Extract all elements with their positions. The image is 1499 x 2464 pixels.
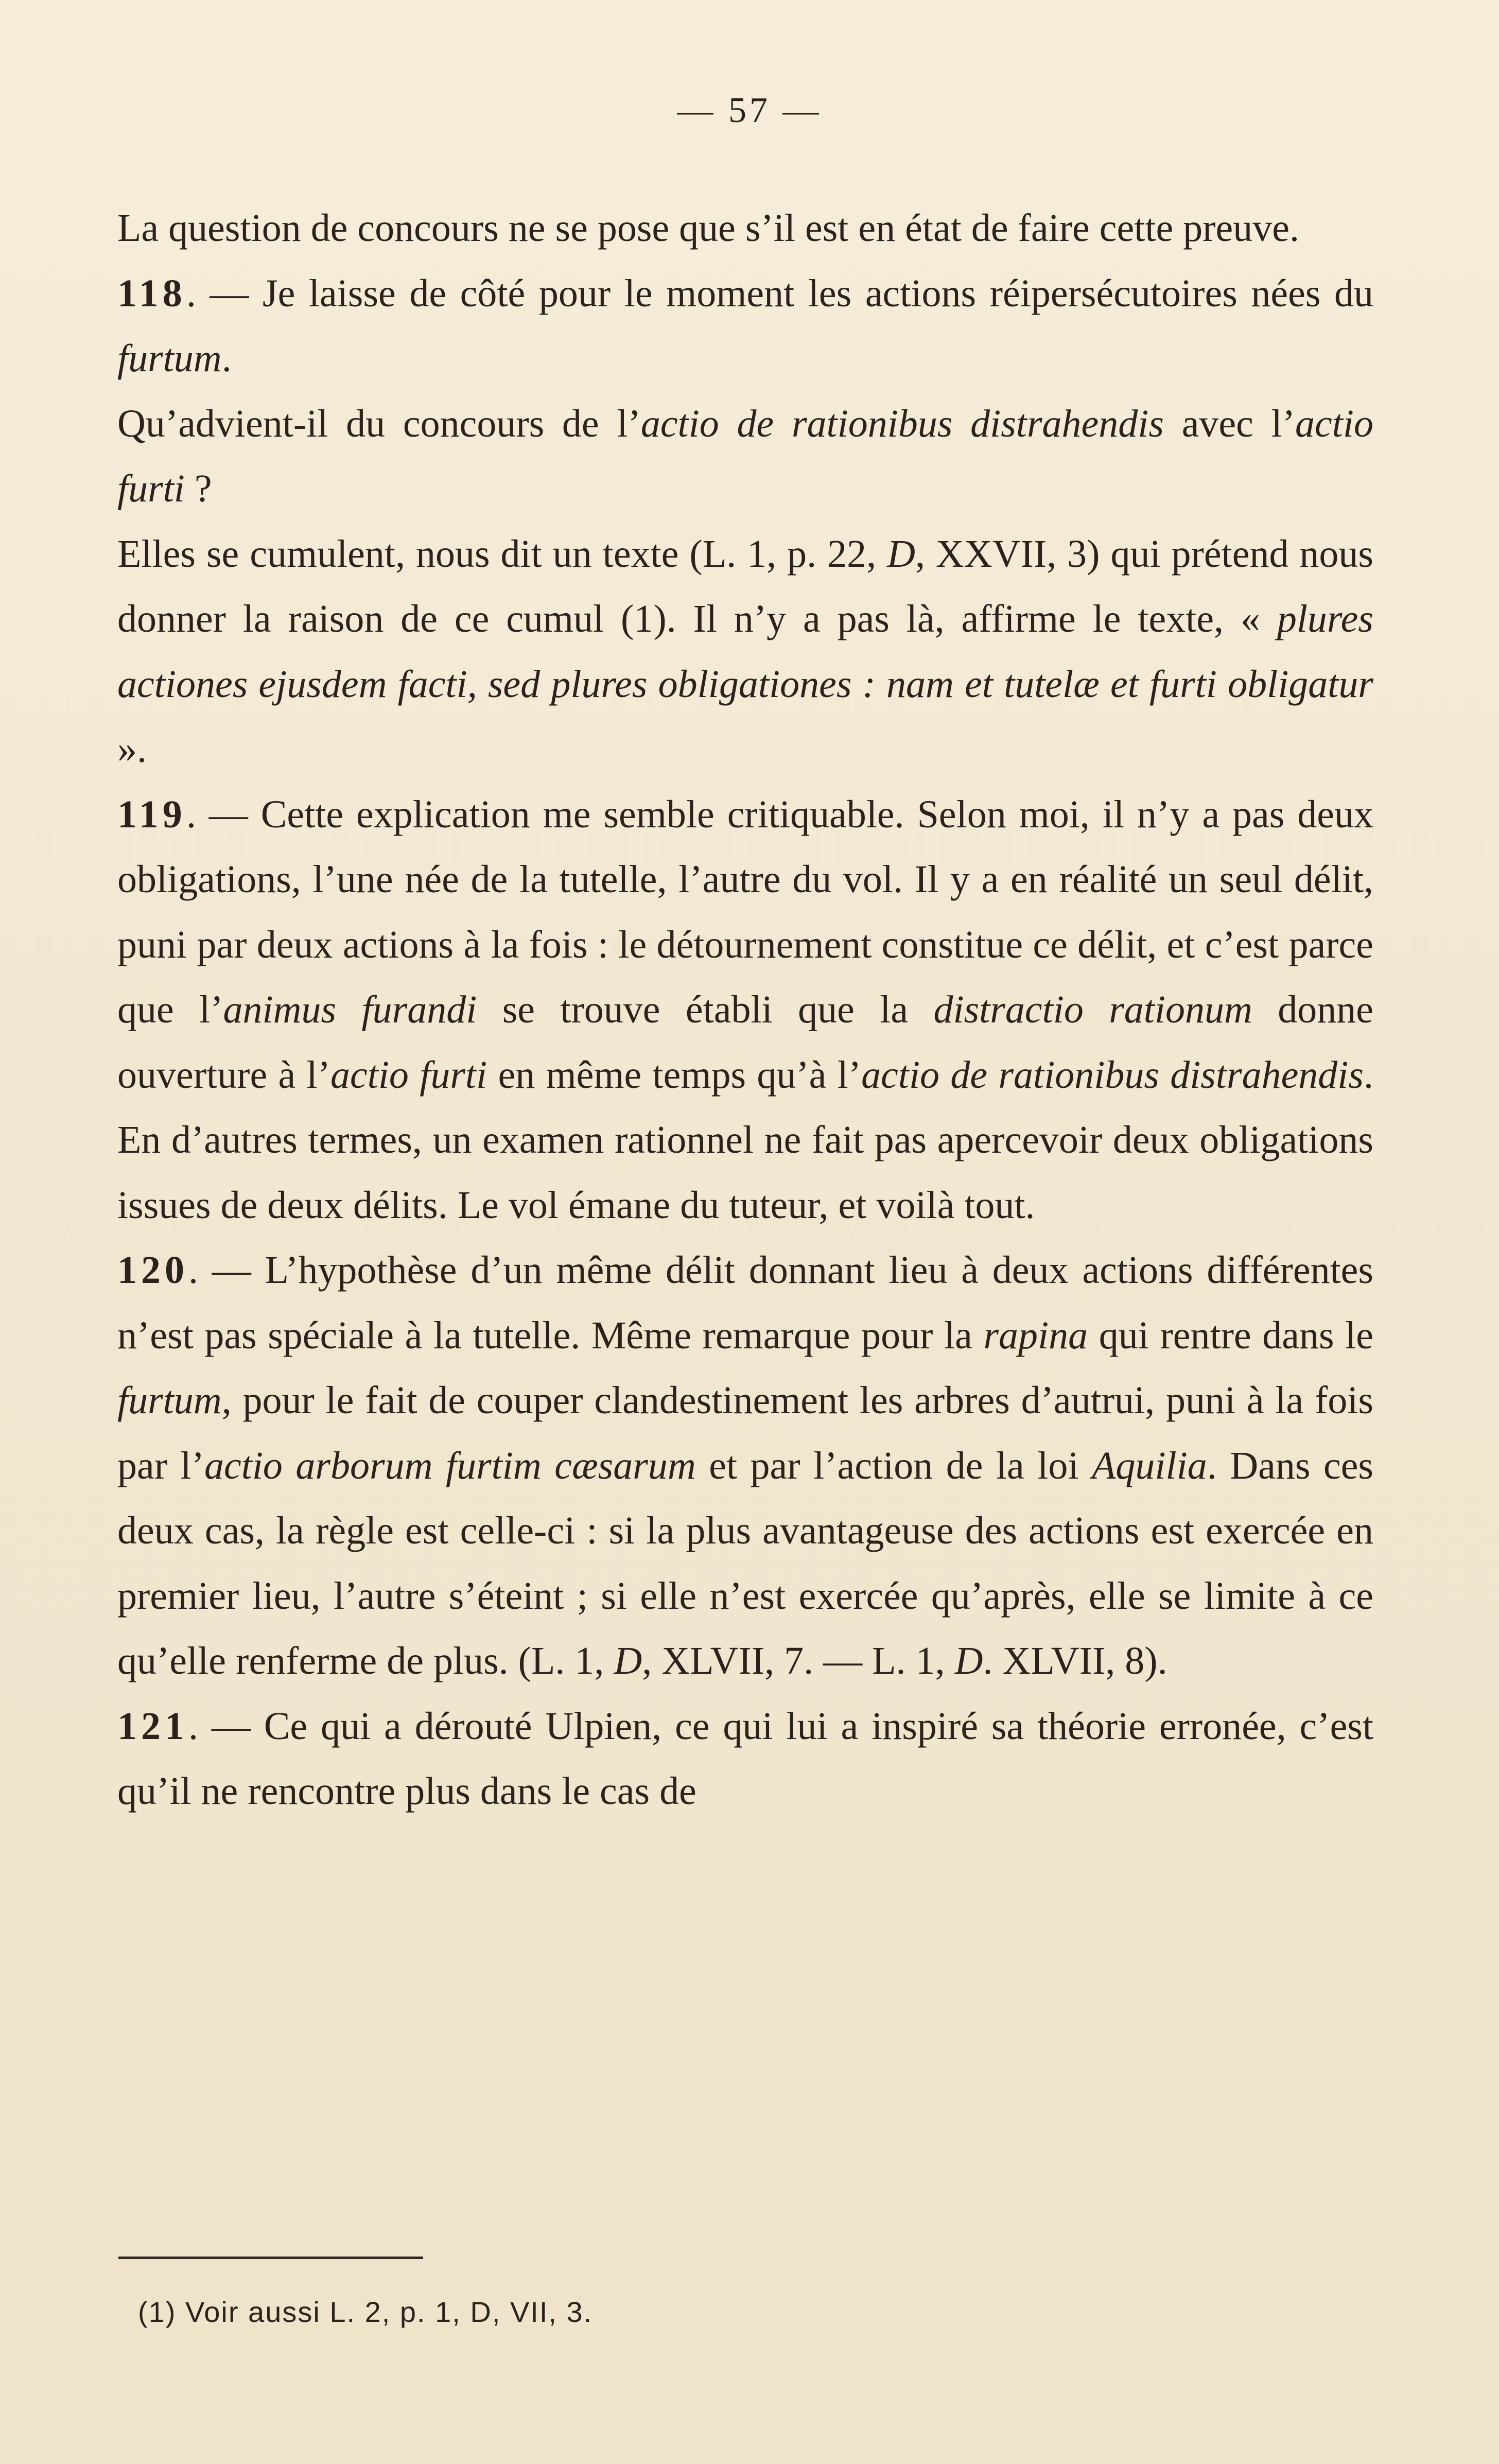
body-text	[117, 196, 1373, 1824]
text-run: . XLVII, 8).	[983, 1639, 1167, 1682]
text-run: et par l’action de la loi	[695, 1444, 1092, 1487]
text-run: , XXVII, 3) qui prétend nous donner la raison de ce cumul (1). Il n’y a pas là, affirme le texte, «	[117, 532, 1373, 640]
paragraph	[117, 261, 1373, 391]
italic-term: animus furandi	[223, 988, 477, 1031]
text-run: , XLVII, 7. — L. 1,	[642, 1639, 955, 1682]
italic-term: furtum	[117, 1379, 222, 1422]
paragraph	[117, 391, 1373, 522]
italic-term: distractio rationum	[933, 988, 1252, 1031]
text-run: avec l’	[1163, 402, 1296, 445]
footnote: (1) Voir aussi L. 2, p. 1, D, VII, 3.	[138, 2296, 593, 2328]
paragraph-number: 120	[117, 1248, 188, 1292]
text-run: . En d’autres termes, un examen rationnel ne fait pas apercevoir deux obligations issues de deux délits. Le vol émane du tuteur, et voilà tout.	[117, 1053, 1373, 1227]
italic-term: actio furti	[117, 402, 1373, 510]
italic-quote: plures actiones ejusdem facti, sed plures obligationes : nam et tutelæ et furti obligatur	[117, 597, 1373, 706]
text-run: qui rentre dans le	[1088, 1313, 1373, 1357]
italic-term: rapina	[983, 1313, 1088, 1357]
text-run: donne ouverture à l’	[117, 988, 1374, 1097]
italic-term: D	[887, 532, 915, 576]
paragraph	[117, 522, 1373, 782]
paragraph	[117, 782, 1373, 1238]
text-run: se trouve établi que la	[477, 988, 934, 1031]
paragraph-number: 119	[117, 792, 186, 836]
italic-term: actio furti	[330, 1053, 487, 1097]
italic-term: actio de rationibus distrahendis	[640, 402, 1164, 445]
text-run: .	[221, 337, 232, 380]
paragraph-number: 121	[117, 1704, 188, 1748]
paragraph	[117, 1694, 1373, 1824]
page-number: — 57 —	[677, 91, 822, 130]
text-run: Elles se cumulent, nous dit un texte (L. 1, p. 22,	[117, 532, 887, 576]
italic-term: Aquilia	[1092, 1444, 1207, 1487]
text-run: ».	[117, 727, 147, 771]
text-run: . — Cette explication me semble critiquable. Selon moi, il n’y a pas deux obligations, l’une née de la tutelle, l’autre du vol. Il y a en réalité un seul délit, puni par deux actions à la fois : le détournement constitue ce délit, et c’est parce que l’	[117, 792, 1373, 1031]
text-run: Qu’advient-il du concours de l’	[117, 402, 641, 445]
italic-term: D	[954, 1639, 983, 1682]
footnote-rule	[118, 2257, 423, 2259]
text-run: . — Ce qui a dérouté Ulpien, ce qui lui a inspiré sa théorie erronée, c’est qu’il ne rencontre plus dans le cas de	[117, 1704, 1373, 1813]
paragraph	[117, 1238, 1373, 1694]
text-run: . Dans ces deux cas, la règle est celle-ci : si la plus avantageuse des actions est exercée en premier lieu, l’autre s’éteint ; si elle n’est exercée qu’après, elle se limite à ce qu’elle renferme de plus. (L. 1,	[117, 1444, 1374, 1682]
text-run: . — L’hypothèse d’un même délit donnant lieu à deux actions différentes n’est pas spéciale à la tutelle. Même remarque pour la	[117, 1248, 1373, 1357]
italic-term: D	[614, 1639, 642, 1682]
italic-term: actio arborum furtim cæsarum	[204, 1444, 696, 1487]
text-run: en même temps qu’à l’	[487, 1053, 862, 1097]
text-run: , pour le fait de couper clandestinement les arbres d’autrui, puni à la fois par l’	[117, 1379, 1373, 1487]
italic-term: furtum	[117, 337, 222, 380]
text-run: La question de concours ne se pose que s’il est en état de faire cette preuve.	[117, 206, 1299, 250]
paragraph-number: 118	[117, 271, 186, 315]
text-run: . — Je laisse de côté pour le moment les actions réipersécutoires nées du	[186, 271, 1373, 315]
paragraph	[117, 196, 1373, 261]
italic-term: actio de rationibus distrahendis	[861, 1053, 1364, 1097]
text-run: ?	[184, 467, 212, 510]
